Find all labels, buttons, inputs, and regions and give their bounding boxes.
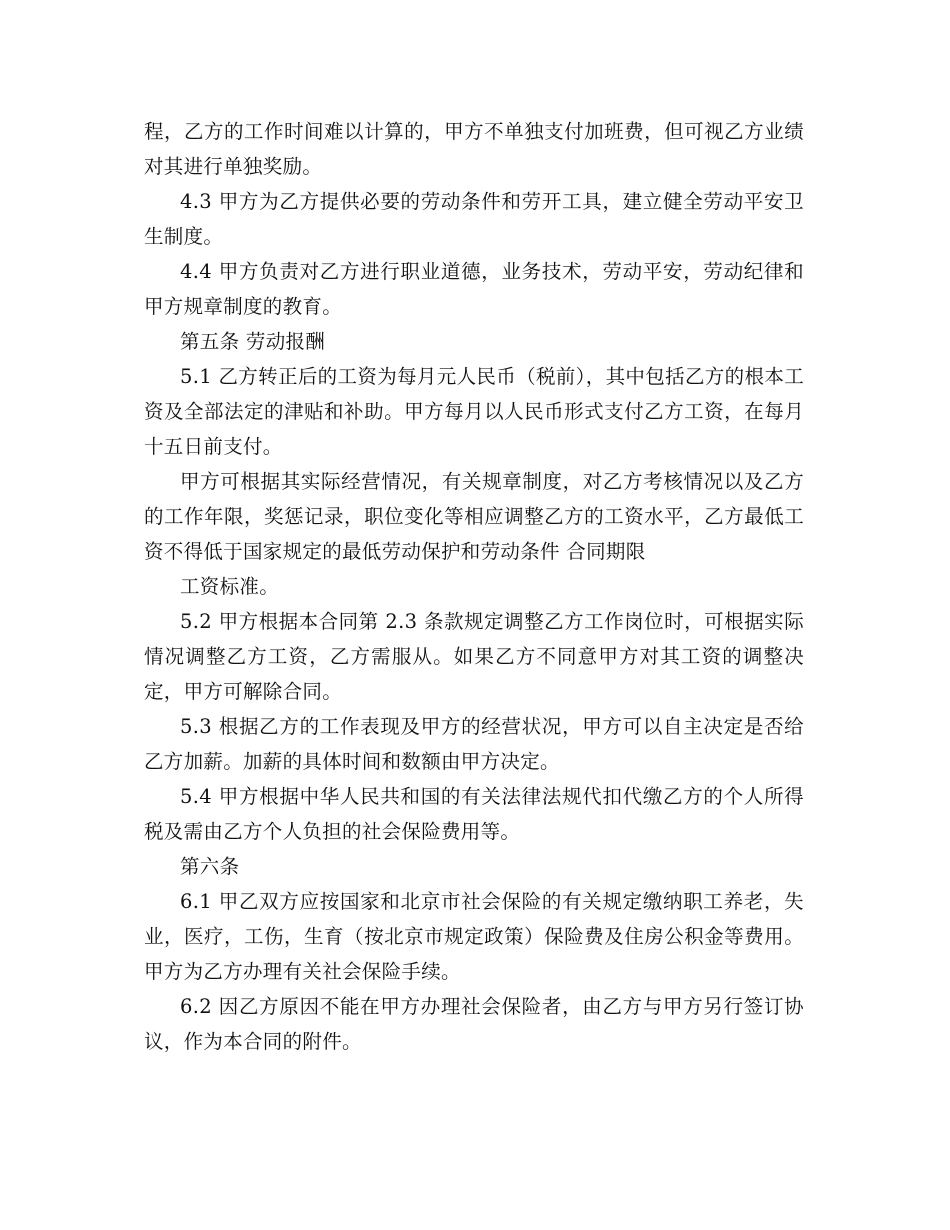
article-5-heading: 第五条 劳动报酬 <box>180 330 326 353</box>
paragraph-5-3: 5.3 根据乙方的工作表现及甲方的经营状况，甲方可以自主决定是否给乙方加薪。加薪的具体时间和数额由甲方决定。 <box>144 715 804 773</box>
paragraph-5-1: 5.1 乙方转正后的工资为每月元人民币（税前），其中包括乙方的根本工资及全部法定的津贴和补助。甲方每月以人民币形式支付乙方工资，在每月十五日前支付。 <box>144 365 804 458</box>
paragraph-5-2: 5.2 甲方根据本合同第 2.3 条款规定调整乙方工作岗位时，可根据实际情况调整乙方工资，乙方需服从。如果乙方不同意甲方对其工资的调整决定，甲方可解除合同。 <box>144 610 804 703</box>
document-body <box>144 114 804 1059</box>
paragraph-wage-standard: 工资标准。 <box>180 575 280 598</box>
paragraph-continuation: 程，乙方的工作时间难以计算的，甲方不单独支付加班费，但可视乙方业绩对其进行单独奖励。 <box>144 120 804 178</box>
article-6-heading: 第六条 <box>180 855 240 878</box>
paragraph-6-1: 6.1 甲乙双方应按国家和北京市社会保险的有关规定缴纳职工养老，失业，医疗，工伤，生育（按北京市规定政策）保险费及住房公积金等费用。甲方为乙方办理有关社会保险手续。 <box>144 890 804 983</box>
paragraph-5-4: 5.4 甲方根据中华人民共和国的有关法律法规代扣代缴乙方的个人所得税及需由乙方个人负担的社会保险费用等。 <box>144 785 804 843</box>
paragraph-4-4: 4.4 甲方负责对乙方进行职业道德，业务技术，劳动平安，劳动纪律和甲方规章制度的教育。 <box>144 260 804 318</box>
paragraph-6-2: 6.2 因乙方原因不能在甲方办理社会保险者，由乙方与甲方另行签订协议，作为本合同的附件。 <box>144 995 804 1053</box>
paragraph-4-3: 4.3 甲方为乙方提供必要的劳动条件和劳开工具，建立健全劳动平安卫生制度。 <box>144 190 804 248</box>
paragraph-5-1-adjustment: 甲方可根据其实际经营情况，有关规章制度，对乙方考核情况以及乙方的工作年限，奖惩记录，职位变化等相应调整乙方的工资水平，乙方最低工资不得低于国家规定的最低劳动保护和劳动条件 合同期限 <box>144 470 804 563</box>
